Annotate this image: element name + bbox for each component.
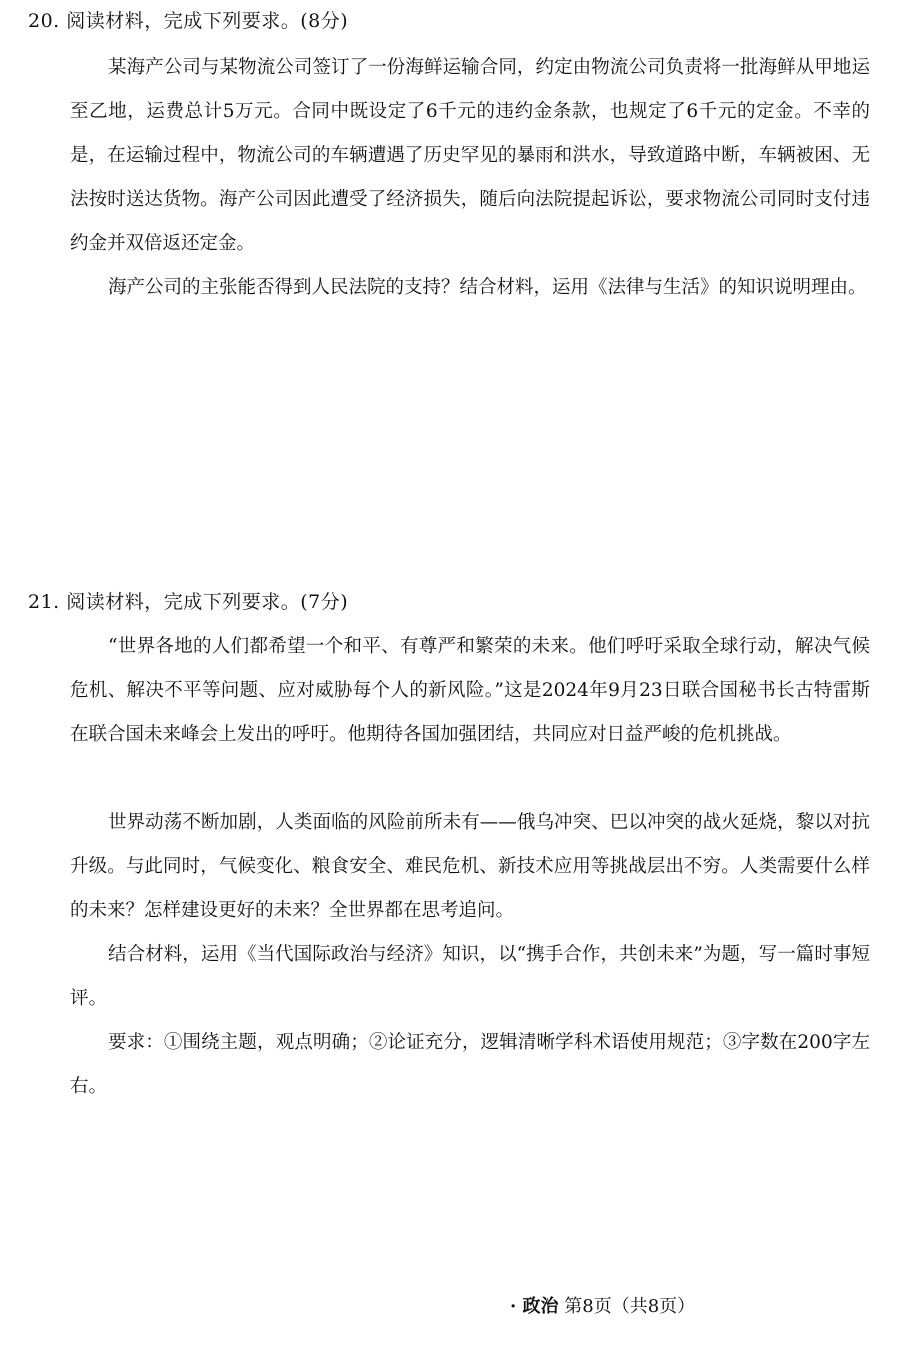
q21-requirements: 要求：①围绕主题，观点明确；②论证充分，逻辑清晰学科术语使用规范；③字数在200字左右。 — [70, 1032, 870, 1097]
q20-header: 20. 阅读材料，完成下列要求。(8分) — [28, 10, 349, 32]
q21-header: 21. 阅读材料，完成下列要求。(7分) — [28, 591, 349, 613]
footer-subject: · 政治 — [510, 1296, 559, 1317]
q21-paragraph-2: 世界动荡不断加剧，人类面临的风险前所未有——俄乌冲突、巴以冲突的战火延烧，黎以对抗升级。与此同时，气候变化、粮食安全、难民危机、新技术应用等挑战层出不穷。人类需要什么样的未来？怎样建设更好的未来？全世界都在思考追问。 — [70, 812, 870, 921]
page-footer — [510, 1292, 695, 1318]
q21-paragraph-1: “世界各地的人们都希望一个和平、有尊严和繁荣的未来。他们呼吁采取全球行动，解决气候危机、解决不平等问题、应对威胁每个人的新风险。”这是2024年9月23日联合国秘书长古特雷斯在联合国未来峰会上发出的呼吁。他期待各国加强团结，共同应对日益严峻的危机挑战。 — [70, 636, 870, 745]
q21-task: 结合材料，运用《当代国际政治与经济》知识，以“携手合作，共创未来”为题，写一篇时事短评。 — [70, 944, 870, 1009]
q20-material: 某海产公司与某物流公司签订了一份海鲜运输合同，约定由物流公司负责将一批海鲜从甲地运至乙地，运费总计5万元。合同中既设定了6千元的违约金条款，也规定了6千元的定金。不幸的是，在运输过程中，物流公司的车辆遭遇了历史罕见的暴雨和洪水，导致道路中断，车辆被困、无法按时送达货物。海产公司因此遭受了经济损失，随后向法院提起诉讼，要求物流公司同时支付违约金并双倍返还定金。 — [70, 57, 870, 254]
q20-question: 海产公司的主张能否得到人民法院的支持？结合材料，运用《法律与生活》的知识说明理由。 — [108, 277, 867, 298]
footer-page-number: 第8页（共8页） — [564, 1296, 696, 1317]
